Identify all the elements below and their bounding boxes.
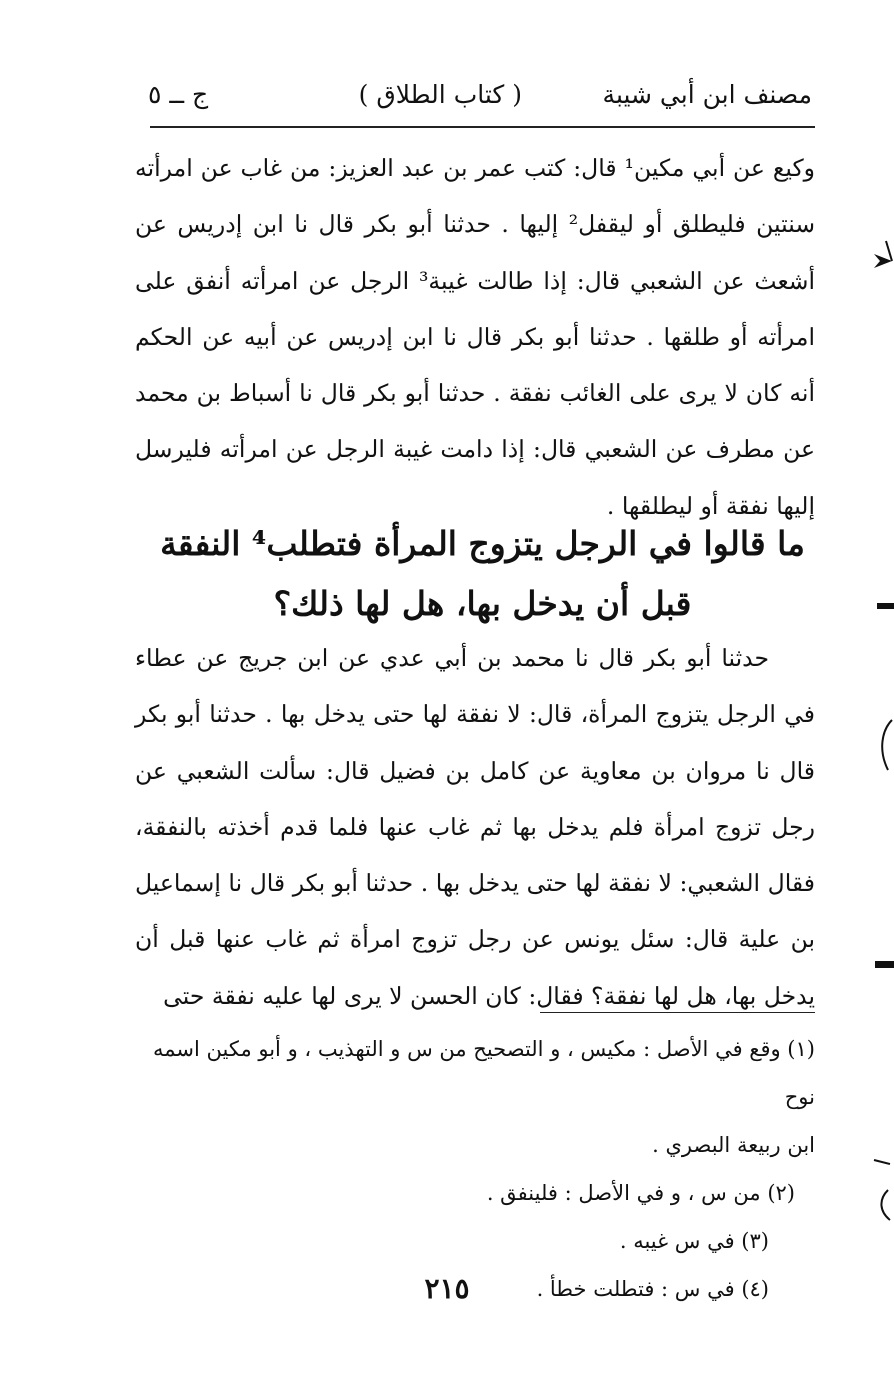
footnote-2: (٢) من س ، و في الأصل : فلينفق .: [486, 1181, 795, 1205]
footnote-4: (٤) في س : فتطلت خطأ .: [536, 1277, 769, 1301]
margin-mark-icon: [868, 1150, 894, 1230]
page-number: ٢١٥: [424, 1272, 470, 1305]
header-rule: [150, 126, 815, 128]
footnote-1: (١) وقع في الأصل : مكيس ، و التصحيح من س و التهذيب ، و أبو مكين اسمه نوح: [153, 1037, 815, 1109]
section-heading: [150, 514, 815, 634]
book-title: مصنف ابن أبي شيبة: [602, 80, 812, 109]
heading-line-2: قبل أن يدخل بها، هل لها ذلك؟: [273, 584, 692, 623]
footnote-3: (٣) في س غيبه .: [619, 1229, 769, 1253]
main-text-top: [135, 140, 815, 534]
margin-dash: [877, 603, 894, 609]
footnotes: [135, 1025, 815, 1313]
margin-dash: [875, 961, 894, 968]
paragraph-2: حدثنا أبو بكر قال نا محمد بن أبي عدي عن ابن جريج عن عطاء في الرجل يتزوج المرأة، قال: لا نفقة لها حتى يدخل بها . حدثنا أبو بكر قال نا مروان بن معاوية عن كامل بن فضيل قال: سألت الشعبي عن رجل تزوج امرأة فلم يدخل بها ثم غاب عنها فلما قدم أخذته بالنفقة، فقال الشعبي: لا نفقة لها حتى يدخل بها . حدثنا أبو بكر قال نا إسماعيل بن علية قال: سئل يونس عن رجل تزوج امرأة ثم غاب عنها قبل أن يدخل بها، هل لها نفقة؟ فقال: كان الحسن لا يرى لها عليه نفقة حتى: [135, 644, 815, 1010]
footnote-1-continuation: ابن ربيعة البصري .: [652, 1133, 815, 1157]
volume-label: ج ــ ٥: [148, 80, 209, 109]
running-header: [140, 74, 812, 118]
footnote-rule: [540, 1012, 815, 1013]
margin-mark-icon: [868, 710, 894, 780]
main-text-bottom: [135, 630, 815, 1024]
margin-mark-icon: [866, 236, 894, 286]
paragraph-1: وكيع عن أبي مكين¹ قال: كتب عمر بن عبد العزيز: من غاب عن امرأته سنتين فليطلق أو ليقفل² إليها . حدثنا أبو بكر قال نا ابن إدريس عن أشعث عن الشعبي قال: إذا طالت غيبة³ الرجل عن امرأته أنفق على امرأته أو طلقها . حدثنا أبو بكر قال نا ابن إدريس عن أبيه عن الحكم أنه كان لا يرى على الغائب نفقة . حدثنا أبو بكر قال نا أسباط بن محمد عن مطرف عن الشعبي قال: إذا دامت غيبة الرجل عن امرأته فليرسل إليها نفقة أو ليطلقها .: [135, 154, 816, 520]
heading-line-1: ما قالوا في الرجل يتزوج المرأة فتطلب⁴ النفقة: [160, 524, 805, 563]
chapter-title: ( كتاب الطلاق ): [358, 80, 522, 109]
